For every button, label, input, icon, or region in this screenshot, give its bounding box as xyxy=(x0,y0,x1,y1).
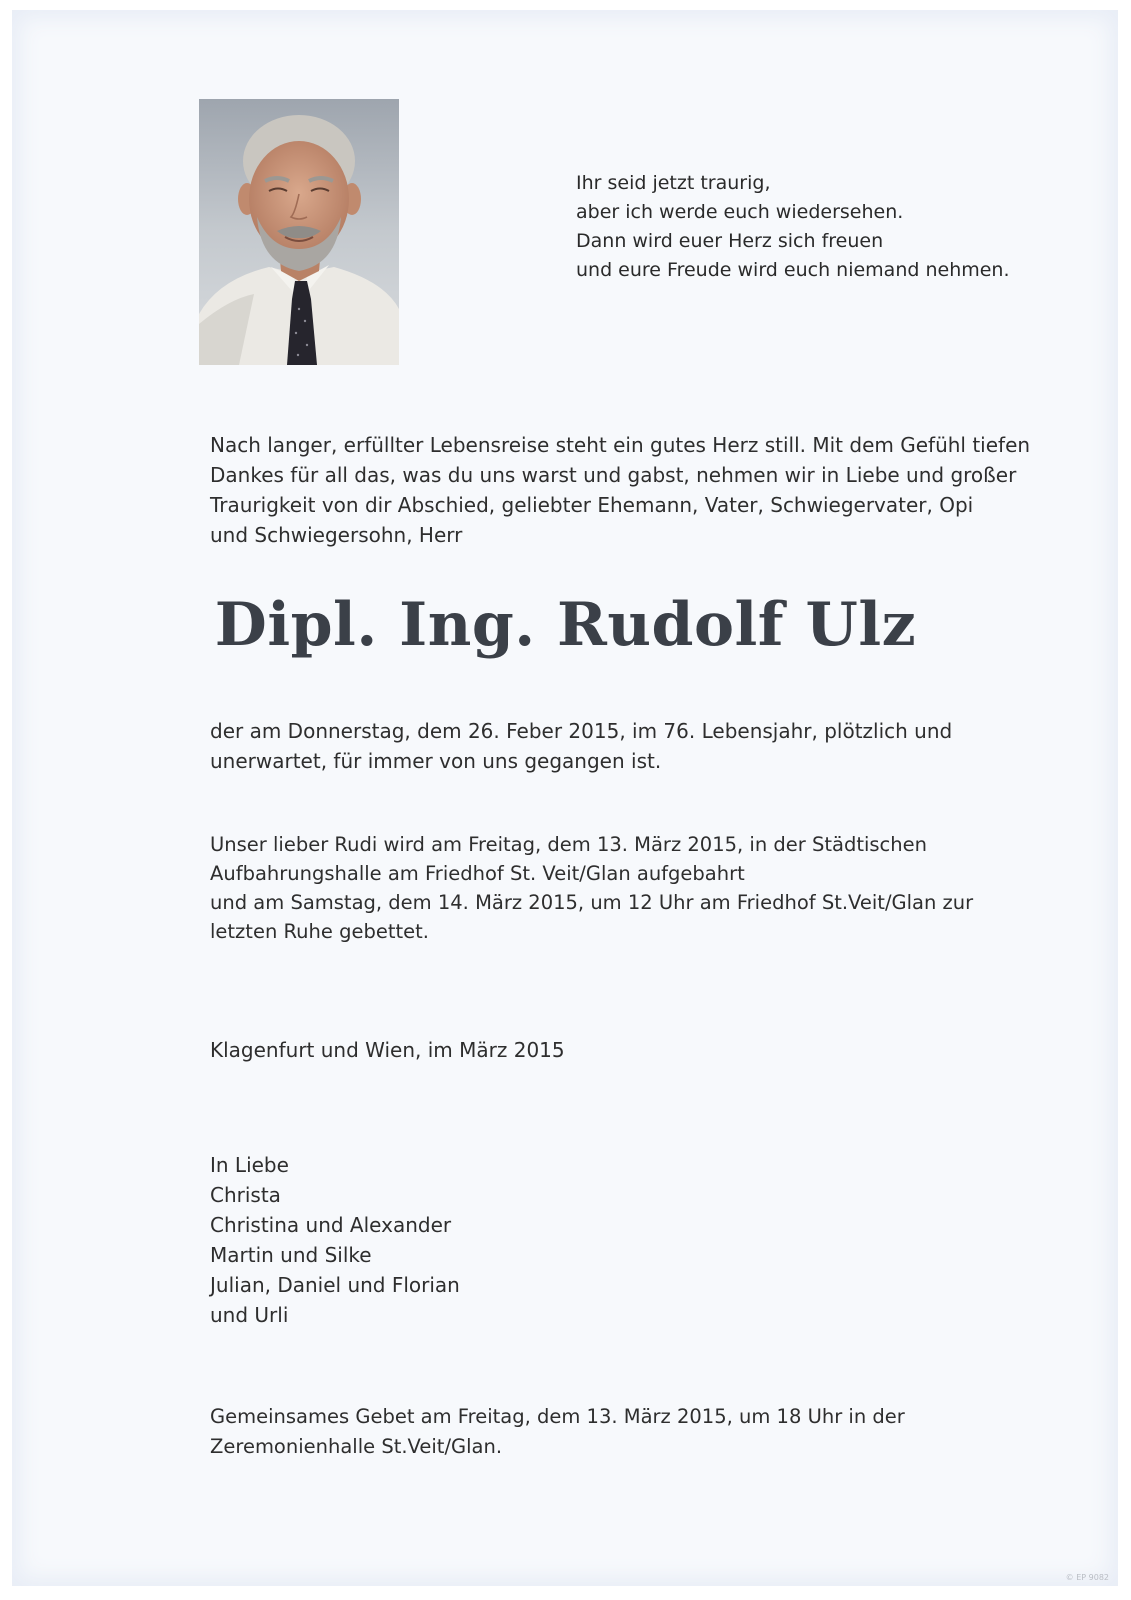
signer-line: Julian, Daniel und Florian xyxy=(210,1273,460,1297)
prayer-line: Gemeinsames Gebet am Freitag, dem 13. März 2015, um 18 Uhr in der xyxy=(210,1405,905,1428)
place-date: Klagenfurt und Wien, im März 2015 xyxy=(210,1038,565,1062)
verse-line: und eure Freude wird euch niemand nehmen. xyxy=(576,259,1010,281)
signer-line: In Liebe xyxy=(210,1153,289,1177)
copyright-mark: © EP 9082 xyxy=(1065,1573,1109,1582)
signers-list xyxy=(210,1150,460,1330)
death-line: unerwartet, für immer von uns gegangen ist. xyxy=(210,749,662,773)
funeral-paragraph xyxy=(210,830,973,946)
signer-line: Christina und Alexander xyxy=(210,1213,452,1237)
intro-line: Nach langer, erfüllter Lebensreise steht ein gutes Herz still. Mit dem Gefühl tiefen xyxy=(210,433,1031,457)
funeral-line: letzten Ruhe gebettet. xyxy=(210,920,429,943)
death-line: der am Donnerstag, dem 26. Feber 2015, im 76. Lebensjahr, plötzlich und xyxy=(210,719,953,743)
signer-line: Martin und Silke xyxy=(210,1243,372,1267)
portrait-illustration xyxy=(199,99,399,365)
intro-line: Dankes für all das, was du uns warst und gabst, nehmen wir in Liebe und großer xyxy=(210,463,1017,487)
prayer-paragraph xyxy=(210,1402,905,1462)
funeral-line: Unser lieber Rudi wird am Freitag, dem 13. März 2015, in der Städtischen xyxy=(210,833,927,856)
portrait-photo xyxy=(199,99,399,365)
verse-line: Ihr seid jetzt traurig, xyxy=(576,172,771,194)
death-paragraph xyxy=(210,716,952,776)
intro-line: und Schwiegersohn, Herr xyxy=(210,523,463,547)
prayer-line: Zeremonienhalle St.Veit/Glan. xyxy=(210,1435,503,1458)
verse-line: Dann wird euer Herz sich freuen xyxy=(576,230,884,252)
bible-verse xyxy=(576,169,1010,285)
signer-line: Christa xyxy=(210,1183,281,1207)
intro-paragraph xyxy=(210,430,1030,550)
verse-line: aber ich werde euch wiedersehen. xyxy=(576,201,904,223)
signer-line: und Urli xyxy=(210,1303,289,1327)
intro-line: Traurigkeit von dir Abschied, geliebter Ehemann, Vater, Schwiegervater, Opi xyxy=(210,493,974,517)
funeral-line: Aufbahrungshalle am Friedhof St. Veit/Glan aufgebahrt xyxy=(210,862,745,885)
deceased-name: Dipl. Ing. Rudolf Ulz xyxy=(214,590,917,660)
funeral-line: und am Samstag, dem 14. März 2015, um 12 Uhr am Friedhof St.Veit/Glan zur xyxy=(210,891,974,914)
